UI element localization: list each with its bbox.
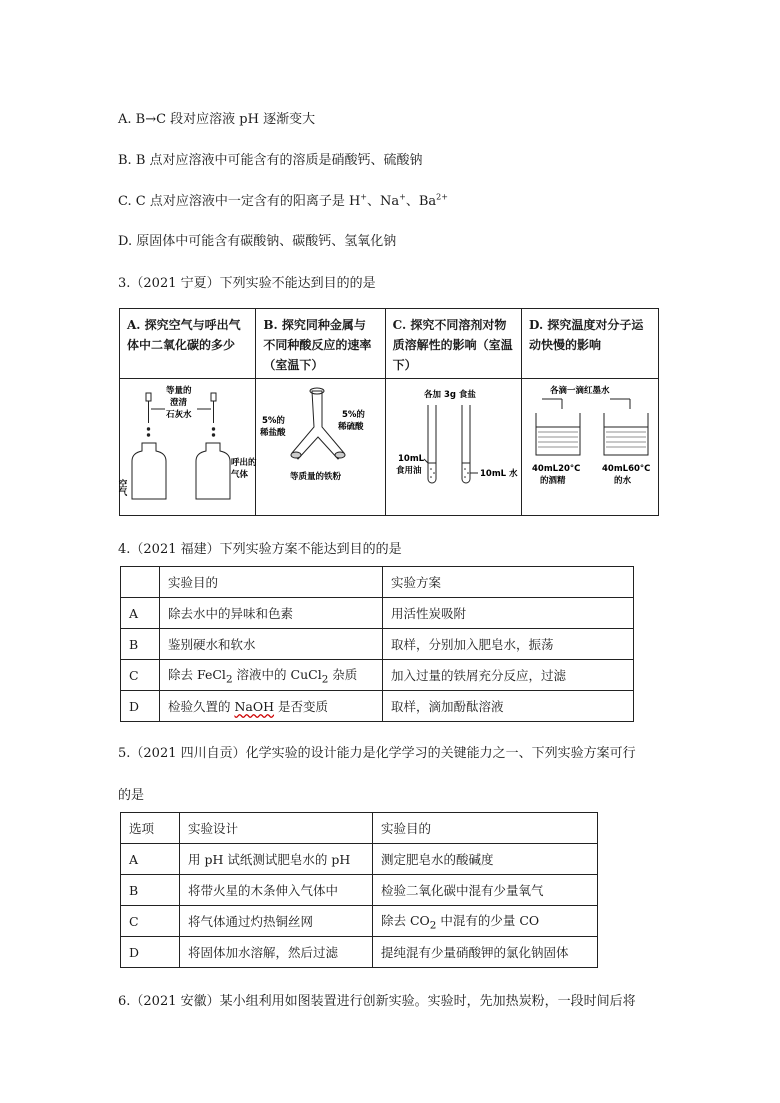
q5-design: 将气体通过灼热铜丝网 [180, 906, 373, 937]
q5-header-key: 选项 [121, 813, 180, 844]
q5-design: 将固体加水溶解，然后过滤 [180, 937, 373, 968]
q3-cell-b: B. 探究同种金属与不同种酸反应的速率（室温下） [256, 309, 385, 379]
fig-b-right-2: 稀硫酸 [338, 422, 364, 432]
q4-plan: 取样，滴加酚酞溶液 [383, 691, 634, 722]
option-a: A. B→C 段对应溶液 pH 逐渐变大 [118, 112, 316, 127]
fig-c-right: 10mL 水 [479, 469, 518, 479]
option-c-sep-1: 、Na [367, 194, 400, 209]
fig-b-right-1: 5%的 [342, 410, 366, 420]
q4-plan: 取样，分别加入肥皂水，振荡 [383, 629, 634, 660]
table-row [121, 660, 634, 691]
q5-key: B [121, 875, 180, 906]
q5-goal-pre: 除去 CO [381, 912, 430, 928]
table-row [121, 691, 634, 722]
fig-b-bottom: 等质量的铁粉 [290, 472, 342, 482]
fig-a-left: 空气 [117, 479, 127, 496]
q5-header-design: 实验设计 [180, 813, 373, 844]
q3-figure-d [522, 379, 659, 516]
table-row [121, 937, 598, 968]
q5-design: 用 pH 试纸测试肥皂水的 pH [180, 844, 373, 875]
option-c-sep-2: 、Ba [405, 194, 437, 209]
q5-header-goal: 实验目的 [373, 813, 598, 844]
option-c [118, 190, 448, 209]
table-row [121, 844, 598, 875]
q3-table [119, 308, 659, 516]
q4-plan: 用活性炭吸附 [383, 598, 634, 629]
q4-key: D [121, 691, 160, 722]
fig-d-left-2: 的酒精 [540, 476, 566, 486]
q4-goal-sub-2: 2 [321, 673, 329, 686]
q5-goal: 测定肥皂水的酸碱度 [373, 844, 598, 875]
q4-header-key [121, 567, 160, 598]
q5-goal-post: 中混有的少量 CO [436, 912, 540, 928]
q5-key: A [121, 844, 180, 875]
q5-design: 将带火星的木条伸入气体中 [180, 875, 373, 906]
q4-table [120, 566, 634, 722]
q5-key: D [121, 937, 180, 968]
table-row [121, 906, 598, 937]
q4-key: C [121, 660, 160, 691]
q4-goal-sub-1: 2 [225, 673, 233, 686]
table-row [121, 598, 634, 629]
q3-figure-b [256, 379, 385, 516]
q4-header-goal: 实验目的 [160, 567, 383, 598]
fig-d-right-1: 40mL60°C [602, 464, 651, 474]
fig-a-reagent-2: 澄清 [170, 398, 188, 408]
fig-b-left-2: 稀盐酸 [260, 428, 286, 438]
q4-goal [160, 660, 383, 691]
option-c-sup-3: 2+ [436, 192, 448, 202]
q4-plan: 加入过量的铁屑充分反应，过滤 [383, 660, 634, 691]
q4-goal-pre: 检验久置的 [168, 699, 235, 714]
q4-key: A [121, 598, 160, 629]
q3-figure-c [385, 379, 521, 516]
fig-a-right-2: 气体 [231, 470, 249, 480]
option-c-text: C. C 点对应溶液中一定含有的阳离子是 H [118, 194, 361, 209]
table-row [121, 567, 634, 598]
q4-key: B [121, 629, 160, 660]
q5-table [120, 812, 598, 968]
q4-goal-post: 是否变质 [274, 699, 329, 714]
q4-goal: 除去水中的异味和色素 [160, 598, 383, 629]
table-row [121, 875, 598, 906]
table-row [121, 629, 634, 660]
q5-title-2: 的是 [118, 788, 145, 803]
q3-cell-a: A. 探究空气与呼出气体中二氧化碳的多少 [120, 309, 256, 379]
q4-title: 4.（2021 福建）下列实验方案不能达到目的的是 [118, 542, 402, 557]
fig-a-reagent-3: 石灰水 [166, 410, 192, 420]
q4-goal-mid: 溶液中的 CuCl [232, 666, 322, 682]
q5-key: C [121, 906, 180, 937]
q5-goal-sub: 2 [429, 919, 437, 932]
fig-d-left-1: 40mL20°C [532, 464, 581, 474]
fig-a-right-1: 呼出的 [231, 458, 257, 468]
q4-header-plan: 实验方案 [383, 567, 634, 598]
q6-title: 6.（2021 安徽）某小组利用如图装置进行创新实验。实验时，先加热炭粉，一段时间后将 [118, 994, 636, 1009]
fig-c-top: 各加 3g 食盐 [423, 390, 476, 400]
fig-c-left-1: 10mL [397, 454, 424, 464]
q5-goal: 提纯混有少量硝酸钾的氯化钠固体 [373, 937, 598, 968]
q3-cell-c: C. 探究不同溶剂对物质溶解性的影响（室温下） [385, 309, 521, 379]
q3-cell-d: D. 探究温度对分子运动快慢的影响 [522, 309, 659, 379]
option-c-sup-1: + [360, 192, 367, 202]
option-b: B. B 点对应溶液中可能含有的溶质是硝酸钙、硫酸钠 [118, 153, 423, 168]
q4-goal: 鉴别硬水和软水 [160, 629, 383, 660]
q4-goal-wavy: NaOH [234, 699, 275, 714]
option-d: D. 原固体中可能含有碳酸钠、碳酸钙、氢氧化钠 [118, 234, 397, 249]
q3-figure-a [117, 379, 257, 516]
q4-goal-post: 杂质 [328, 666, 358, 682]
fig-d-top: 各滴一滴红墨水 [550, 386, 610, 396]
q5-goal [373, 906, 598, 937]
table-row [121, 813, 598, 844]
q5-goal: 检验二氧化碳中混有少量氧气 [373, 875, 598, 906]
fig-c-left-2: 食用油 [395, 466, 422, 476]
option-c-sup-2: + [399, 192, 406, 202]
q5-title: 5.（2021 四川自贡）化学实验的设计能力是化学学习的关键能力之一、下列实验方案可行 [118, 746, 636, 761]
fig-b-left-1: 5%的 [262, 416, 286, 426]
q3-title: 3.（2021 宁夏）下列实验不能达到目的的是 [118, 276, 376, 291]
q4-goal [160, 691, 383, 722]
q4-goal-pre: 除去 FeCl [168, 666, 226, 682]
fig-d-right-2: 的水 [614, 476, 632, 486]
fig-a-reagent-1: 等量的 [166, 386, 192, 396]
